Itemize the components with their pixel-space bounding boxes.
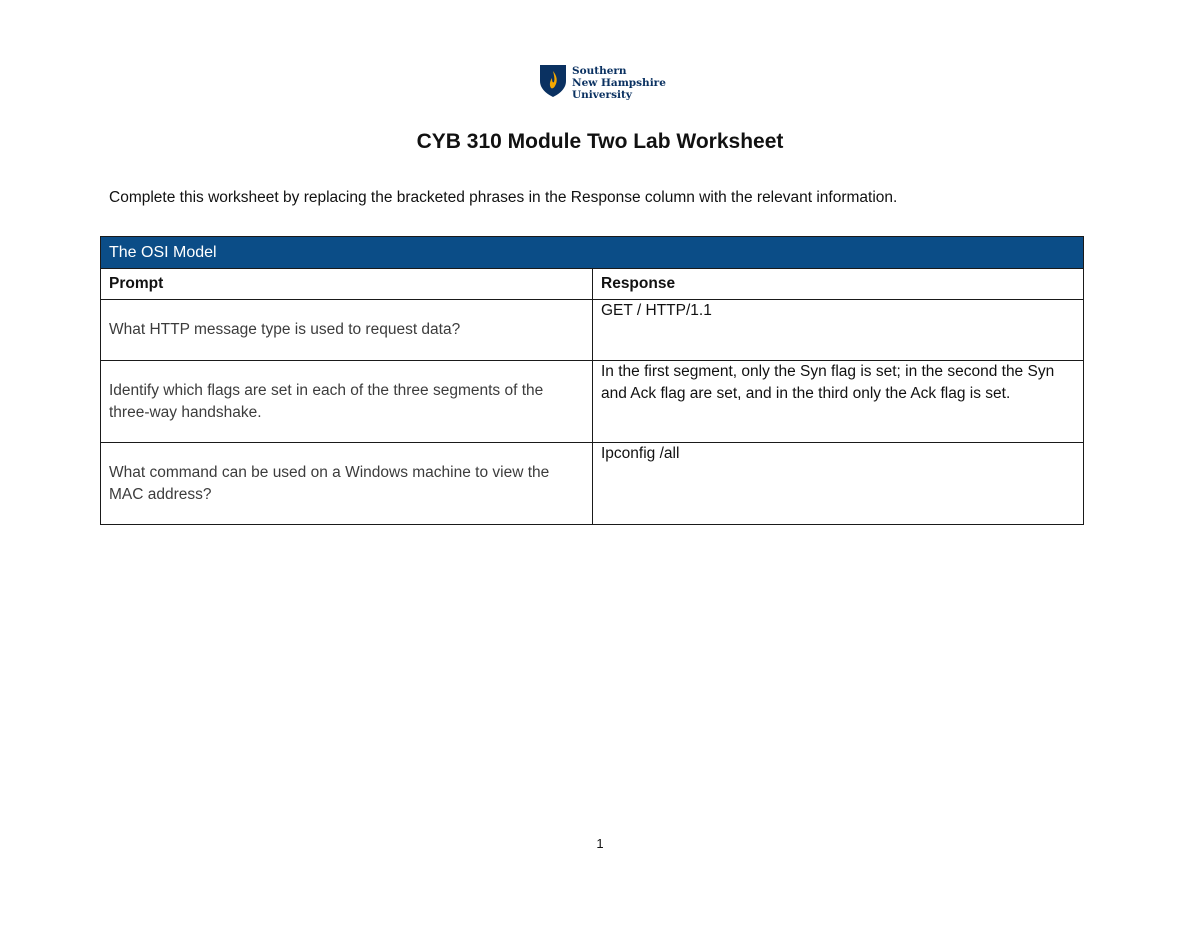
logo-line-1: Southern	[572, 65, 627, 77]
column-header-prompt: Prompt	[101, 269, 593, 300]
osi-model-table	[100, 236, 1084, 525]
prompt-cell: What command can be used on a Windows machine to view the MAC address?	[101, 443, 593, 525]
table-row	[101, 300, 1084, 361]
logo-wordmark	[572, 65, 666, 101]
response-cell[interactable]: In the first segment, only the Syn flag is set; in the second the Syn and Ack flag are set, and in the third only the Ack flag is set.	[593, 361, 1084, 443]
column-header-response: Response	[593, 269, 1084, 300]
table-row	[101, 443, 1084, 525]
prompt-cell: Identify which flags are set in each of the three segments of the three-way handshake.	[101, 361, 593, 443]
table-section-header: The OSI Model	[101, 237, 1084, 269]
page-title: CYB 310 Module Two Lab Worksheet	[416, 130, 784, 153]
response-cell[interactable]: Ipconfig /all	[593, 443, 1084, 525]
response-cell[interactable]: GET / HTTP/1.1	[593, 300, 1084, 361]
table-row	[101, 361, 1084, 443]
logo-line-3: University	[572, 89, 632, 101]
prompt-cell: What HTTP message type is used to request data?	[101, 300, 593, 361]
logo-line-2: New Hampshire	[572, 77, 666, 89]
university-logo	[539, 64, 666, 101]
shield-flame-icon	[539, 64, 567, 98]
page-number: 1	[596, 836, 604, 851]
instructions-text: Complete this worksheet by replacing the bracketed phrases in the Response column with the relevant information.	[109, 189, 898, 206]
